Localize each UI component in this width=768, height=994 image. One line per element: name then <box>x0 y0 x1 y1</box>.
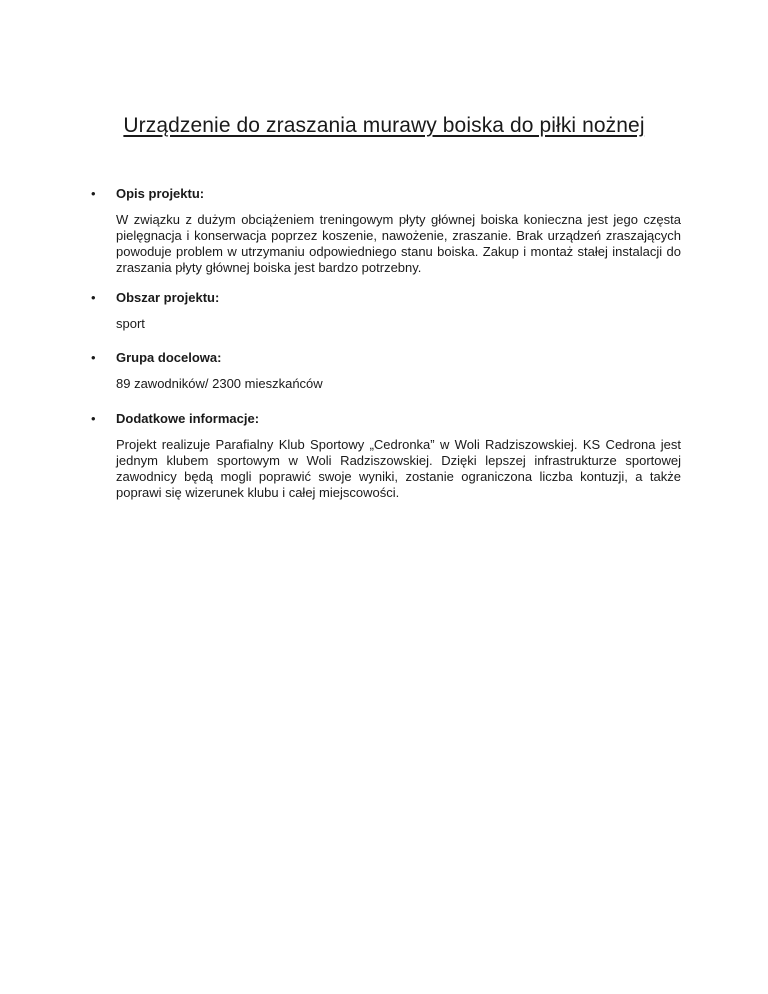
bullet-icon: • <box>91 290 96 305</box>
section-text: 89 zawodników/ 2300 mieszkańców <box>116 376 323 391</box>
section-text: W związku z dużym obciążeniem treningowym płyty głównej boiska konieczna jest jego częsta pielęgnacja i konserwacja poprzez koszenie, nawożenie, zraszanie. Brak urządzeń zraszających powoduje problem w utrzymaniu odpowiedniego stanu boiska. Zakup i montaż stałej instalacji do zraszania płyty głównej boiska jest bardzo potrzebny. <box>116 212 681 275</box>
section-heading: Grupa docelowa: <box>116 350 222 365</box>
section-text: Projekt realizuje Parafialny Klub Sportowy „Cedronka” w Woli Radziszowskiej. KS Cedrona jest jednym klubem sportowym w Woli Radziszowskiej. Dzięki lepszej infrastrukturze sportowej zawodnicy będą mogli poprawić swoje wyniki, zostanie ograniczona liczba kontuzji, a także poprawi się wizerunek klubu i całej miejscowości. <box>116 437 681 500</box>
bullet-icon: • <box>91 350 96 365</box>
section-heading: Opis projektu: <box>116 186 205 201</box>
section-heading: Dodatkowe informacje: <box>116 411 260 426</box>
bullet-icon: • <box>91 411 96 426</box>
section-text: sport <box>116 316 145 331</box>
bullet-icon: • <box>91 186 96 201</box>
document-title: Urządzenie do zraszania murawy boiska do piłki nożnej <box>123 114 645 137</box>
section-heading: Obszar projektu: <box>116 290 220 305</box>
